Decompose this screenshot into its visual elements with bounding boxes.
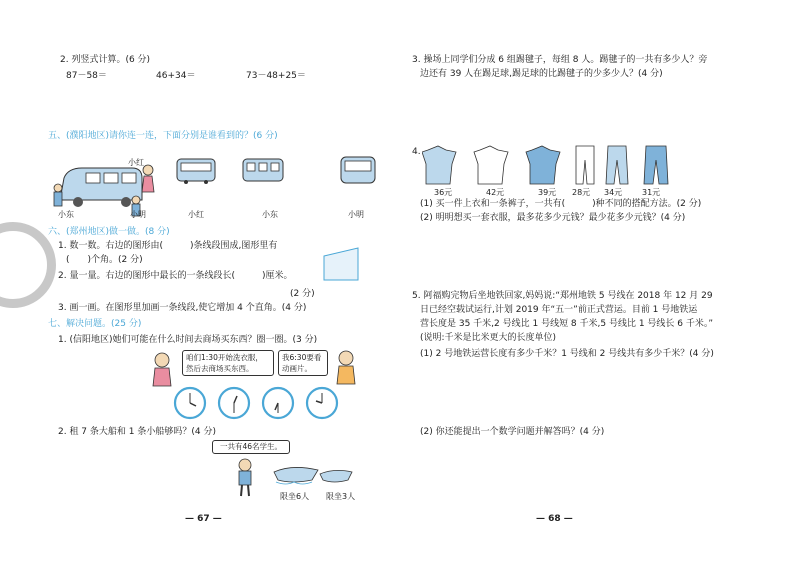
q3-line1: 3. 操场上同学们分成 6 组踢毽子，每组 8 人。踢毽子的一共有多少人？旁 bbox=[412, 55, 708, 65]
q5-line4: (说明:千米是比米更大的长度单位) bbox=[420, 333, 557, 343]
name-xiaodong: 小东 bbox=[58, 210, 74, 219]
boy-illustration bbox=[234, 458, 256, 498]
coat-2-icon bbox=[474, 146, 508, 184]
q5-part1: (1) 2 号地铁运营长度有多少千米？1 号线和 2 号线共有多少千米？(4 分) bbox=[420, 349, 714, 359]
clock-row bbox=[172, 386, 342, 420]
clock-2-icon bbox=[219, 388, 249, 418]
page-number-right: — 68 — bbox=[536, 514, 573, 524]
view-side-icon bbox=[176, 158, 216, 184]
name-xiaohong: 小红 bbox=[128, 158, 144, 167]
pants-3-icon bbox=[644, 146, 668, 184]
q5-line3: 营长度是 35 千米,2 号线比 1 号线短 8 千米,5 号线比 1 号线长 6 千米。” bbox=[420, 319, 714, 329]
view-label-2: 小东 bbox=[262, 210, 278, 219]
section-5-title: 五、(濮阳地区)请你连一连，下面分别是谁看到的？(6 分) bbox=[48, 131, 278, 141]
small-boat-label: 限坐3人 bbox=[326, 492, 356, 501]
q2-title: 2. 列竖式计算。(6 分) bbox=[60, 55, 151, 65]
speech-bubble-3: 一共有46名学生。 bbox=[212, 440, 290, 454]
section-6-title: 六、(郑州地区)做一做。(8 分) bbox=[48, 227, 170, 237]
pants-2-icon bbox=[606, 146, 628, 184]
clock-1-icon bbox=[175, 388, 205, 418]
section-7-title: 七、解决问题。(25 分) bbox=[48, 319, 142, 329]
coat-3-icon bbox=[526, 146, 560, 184]
price-5: 34元 bbox=[604, 188, 623, 197]
big-boat-label: 限坐6人 bbox=[280, 492, 310, 501]
sec6-q3: 3. 画一画。在图形里加画一条线段,使它增加 4 个直角。(4 分) bbox=[58, 303, 307, 313]
page-number-left: — 67 — bbox=[185, 514, 222, 524]
view-long-side-icon bbox=[242, 158, 284, 184]
expr-2: 46+34＝ bbox=[156, 71, 196, 81]
sec6-q1-line2: ( )个角。(2 分) bbox=[66, 255, 143, 265]
price-4: 28元 bbox=[572, 188, 591, 197]
clock-4-icon bbox=[307, 388, 337, 418]
sec6-q2: 2. 量一量。右边的图形中最长的一条线段长( )厘米。 bbox=[58, 271, 293, 281]
view-label-3: 小明 bbox=[348, 210, 364, 219]
speech-bubble-1: 咱们1:30开始洗衣服，然后去商场买东西。 bbox=[182, 350, 274, 376]
clothes-row bbox=[422, 144, 692, 188]
price-1: 36元 bbox=[434, 188, 453, 197]
right-page bbox=[400, 0, 800, 580]
q4-number: 4. bbox=[412, 147, 421, 157]
girl-left-illustration bbox=[150, 352, 174, 388]
price-6: 31元 bbox=[642, 188, 661, 197]
big-boat-icon bbox=[272, 462, 320, 486]
sec6-q1-line1: 1. 数一数。右边的图形由( )条线段围成,图形里有 bbox=[58, 241, 278, 251]
q4-part2: (2) 明明想买一套衣服，最多花多少元钱？最少花多少元钱？(4 分) bbox=[420, 213, 686, 223]
q3-line2: 边还有 39 人在踢足球,踢足球的比踢毽子的少多少人？(4 分) bbox=[420, 69, 663, 79]
expr-3: 73－48+25＝ bbox=[246, 71, 306, 81]
name-xiaoming: 小明 bbox=[130, 210, 146, 219]
q5-part2: (2) 你还能提出一个数学问题并解答吗？(4 分) bbox=[420, 427, 605, 437]
q4-part1: (1) 买一件上衣和一条裤子，一共有( )种不同的搭配方法。(2 分) bbox=[420, 199, 702, 209]
girl-right-illustration bbox=[334, 350, 358, 386]
pants-1-icon bbox=[576, 146, 594, 184]
speech-bubble-2: 我6:30要看动画片。 bbox=[278, 350, 328, 376]
expr-1: 87－58＝ bbox=[66, 71, 107, 81]
q5-line1: 5. 阿福购完物后坐地铁回家,妈妈说:“郑州地铁 5 号线在 2018 年 12 月 29 bbox=[412, 291, 713, 301]
view-front-icon bbox=[340, 156, 376, 186]
q5-line2: 日已经空载试运行,计划 2019 年“五一”前正式营运。目前 1 号地铁运 bbox=[420, 305, 698, 315]
clock-3-icon bbox=[263, 388, 293, 418]
price-3: 39元 bbox=[538, 188, 557, 197]
sec7-q2: 2. 租 7 条大船和 1 条小船够吗？(4 分) bbox=[58, 427, 216, 437]
price-2: 42元 bbox=[486, 188, 505, 197]
coat-1-icon bbox=[422, 146, 456, 184]
trapezoid-figure bbox=[322, 246, 360, 282]
sec7-q1: 1. (信阳地区)她们可能在什么时间去商场买东西？圈一圈。(3 分) bbox=[58, 335, 318, 345]
view-label-1: 小红 bbox=[188, 210, 204, 219]
small-boat-icon bbox=[318, 464, 354, 486]
sec6-q2-score: (2 分) bbox=[290, 289, 315, 299]
